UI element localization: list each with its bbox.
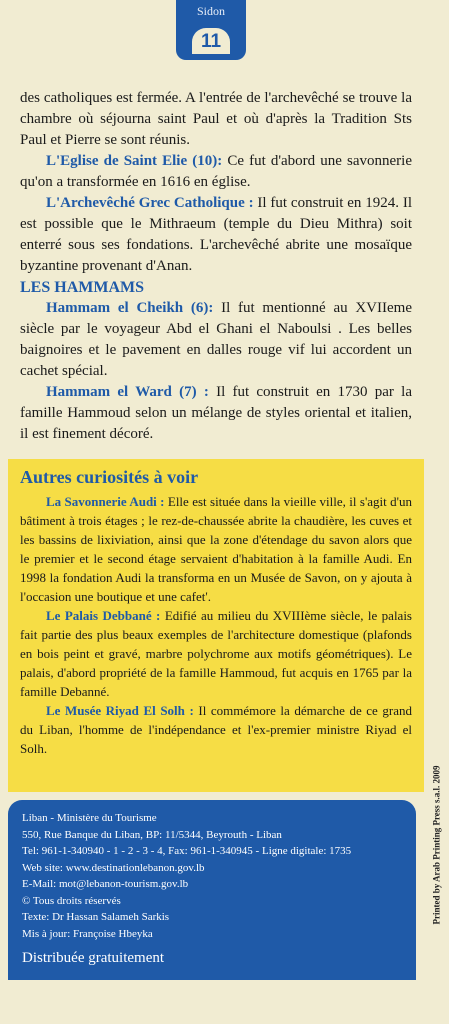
author-line: Texte: Dr Hassan Salameh Sarkis xyxy=(22,911,170,923)
curiosity-text: Elle est située dans la vieille ville, il s'agit d'un bâtiment à trois étages ; le rez-de-chaussée abrite la chaudière, les cuves et les bassins de lixiviation, ainsi que la zone d'étendage du savon alors que le premier et le second étage servaient d'habitation à la famille Audi. En 1998 la fondation Audi la transforma en un Musée de Savon, on y ajouta à l'occasion une boutique et une cafet'. xyxy=(20,494,412,604)
update-line: Mis à jour: Françoise Hbeyka xyxy=(22,927,153,940)
hammams-heading: LES HAMMAMS xyxy=(20,279,144,296)
section-name: Sidon xyxy=(196,4,225,18)
cheikh-title: Hammam el Cheikh (6): xyxy=(46,300,214,316)
curiosity-text: Il commémore la démarche de ce grand du Liban, l'homme de l'indépendance et l'ex-premier ministre Riyad el Solh. xyxy=(20,703,412,756)
main-text xyxy=(20,88,412,445)
curiosity-item xyxy=(20,606,412,701)
intro-paragraph: des catholiques est fermée. A l'entrée de l'archevêché se trouve la chambre où séjourna saint Paul et où d'après la Tradition Sts Paul et Pierre se sont réunis. xyxy=(20,90,412,148)
curiosity-item xyxy=(20,701,412,758)
printer-credit-text: Printed by Arab Printing Press s.a.l. 2009 xyxy=(432,765,442,925)
website-line: Web site: www.destinationlebanon.gov.lb xyxy=(22,861,205,874)
ward-text: Il fut construit en 1730 par la famille Hammoud selon un mélange de styles oriental et italien, il est finement décoré. xyxy=(20,384,412,442)
contact-footer xyxy=(8,800,416,980)
archeveche-text: Il fut construit en 1924. Il est possible que le Mithraeum (temple du Dieu Mithra) soit enterré sous ses fondations. L'archevêché abrite une mosaïque byzantine provenant d'Anan. xyxy=(20,195,413,274)
curiosity-title: Le Palais Debbané : xyxy=(46,608,161,623)
page-number: 11 xyxy=(192,28,230,54)
ward-title: Hammam el Ward (7) : xyxy=(46,384,209,400)
archeveche-title: L'Archevêché Grec Catholique : xyxy=(46,195,254,211)
email-line: E-Mail: mot@lebanon-tourism.gov.lb xyxy=(22,878,189,890)
curiosities-box xyxy=(8,459,424,792)
distribution-note: Distribuée gratuitement xyxy=(22,950,165,966)
saint-elie-title: L'Eglise de Saint Elie (10): xyxy=(46,153,223,169)
curiosity-title: La Savonnerie Audi : xyxy=(46,494,165,509)
curiosity-title: Le Musée Riyad El Solh : xyxy=(46,703,194,718)
saint-elie-paragraph xyxy=(20,151,412,193)
ward-paragraph xyxy=(20,382,412,445)
phone-line: Tel: 961-1-340940 - 1 - 2 - 3 - 4, Fax: 961-1-340945 - Ligne digitale: 1735 xyxy=(22,845,352,857)
copyright-line: © Tous droits réservés xyxy=(22,894,121,907)
cheikh-text: Il fut mentionné au XVIIeme siècle par le voyageur Abd el Ghani el Naboulsi . Les belles baignoires et le pavement en dalles rouge vif lui accordent un cachet spécial. xyxy=(20,300,412,379)
curiosities-heading: Autres curiosités à voir xyxy=(20,467,199,487)
ministry-line: Liban - Ministère du Tourisme xyxy=(22,812,157,824)
cheikh-paragraph xyxy=(20,298,412,382)
printer-credit xyxy=(430,740,444,950)
archeveche-paragraph xyxy=(20,193,412,277)
address-line: 550, Rue Banque du Liban, BP: 11/5344, Beyrouth - Liban xyxy=(22,828,282,841)
section-tab xyxy=(176,0,246,60)
curiosity-text: Edifié au milieu du XVIIIème siècle, le palais fait partie des plus beaux exemples de l'architecture domestique (plafonds en bois peint et gravé, marbre polychrome aux motifs géométriques). Le palais, d'abord propriété de la famille Hammoud, fut acquis en 1765 par la famille Debanné. xyxy=(20,608,412,699)
curiosity-item xyxy=(20,492,412,606)
saint-elie-text: Ce fut d'abord une savonnerie qu'on a transformée en 1616 en église. xyxy=(20,153,412,190)
